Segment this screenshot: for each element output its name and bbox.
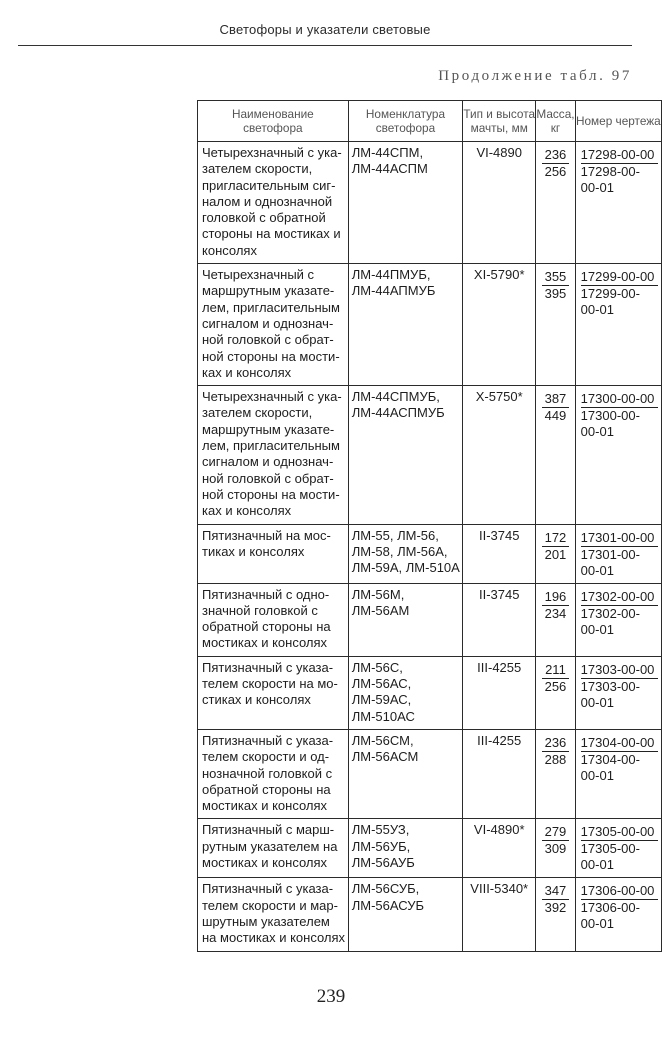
drawing-number-cell (575, 656, 661, 729)
drawing-number-fraction: 17305-00-00 17305-00-00-01 (576, 822, 661, 873)
signal-name-cell (198, 656, 349, 729)
mass-fraction: 387 449 (536, 389, 574, 424)
signal-name-cell (198, 264, 349, 386)
table-row (198, 656, 662, 729)
drawing-number-cell (575, 878, 661, 951)
mass-cell (536, 524, 575, 583)
drawing-number-fraction: 17302-00-00 17302-00-00-01 (576, 587, 661, 638)
mass-cell (536, 878, 575, 951)
nomenclature: ЛМ-55, ЛМ-56, ЛМ-58, ЛМ-56А, ЛМ-59А, ЛМ-510А (351, 527, 460, 576)
nomenclature-cell (348, 656, 462, 729)
drawing-number-fraction: 17303-00-00 17303-00-00-01 (576, 660, 661, 711)
nomenclature-cell (348, 386, 462, 524)
drawing-number-fraction: 17298-00-00 17298-00-00-01 (576, 145, 661, 196)
nomenclature: ЛМ-56СУБ, ЛМ-56АСУБ (351, 881, 425, 913)
header-rule (18, 45, 632, 46)
table-row (198, 729, 662, 818)
nomenclature: ЛМ-56СМ, ЛМ-56АСМ (351, 732, 419, 765)
drawing-number-cell (575, 729, 661, 818)
header-drawing (575, 101, 661, 142)
mass-fraction: 211 256 (536, 660, 574, 695)
header-type (463, 101, 536, 142)
table-row (198, 264, 662, 386)
signal-name: Четырехзначный с ука- зателем скорости, маршрутным указате- лем, пригласительным сигналом и однознач- ной головкой с обрат- ной стороны на мости- ках и консолях (202, 389, 342, 519)
signal-name: Пятизначный с одно- значной головкой с обратной стороны на мостиках и консолях (202, 586, 331, 651)
mast-type-cell: II-3745 (463, 524, 536, 583)
mass-fraction: 172 201 (536, 528, 574, 563)
signal-name-cell (198, 583, 349, 656)
mast-type-cell: VI-4890 (463, 142, 536, 264)
header-drawing-lines: Номер чертежа (575, 114, 661, 128)
table-body (198, 142, 662, 952)
drawing-number-fraction: 17299-00-00 17299-00-00-01 (576, 267, 661, 318)
nomenclature-cell (348, 264, 462, 386)
nomenclature-cell (348, 878, 462, 951)
nomenclature-cell (348, 142, 462, 264)
header-row (198, 101, 662, 142)
nomenclature-cell (348, 524, 462, 583)
mass-cell (536, 142, 575, 264)
signal-name: Пятизначный с указа- телем скорости и од- нозначной головкой с обратной стороны на мостиках и консолях (202, 732, 334, 814)
mass-fraction: 236 288 (536, 733, 574, 768)
header-mass (536, 101, 575, 142)
table-header (198, 101, 662, 142)
mast-type-cell: II-3745 (463, 583, 536, 656)
mass-fraction: 196 234 (536, 587, 574, 622)
nomenclature: ЛМ-55УЗ, ЛМ-56УБ, ЛМ-56АУБ (351, 822, 415, 870)
table-row (198, 142, 662, 264)
signal-name-cell (198, 819, 349, 878)
drawing-number-cell (575, 142, 661, 264)
page-number: 239 (316, 986, 346, 1007)
nomenclature: ЛМ-44ПМУБ, ЛМ-44АПМУБ (351, 267, 436, 299)
nomenclature: ЛМ-44СПМУБ, ЛМ-44АСПМУБ (351, 389, 445, 421)
table-row (198, 878, 662, 951)
running-head: Светофоры и указатели световые (219, 22, 431, 37)
drawing-number-fraction: 17300-00-00 17300-00-00-01 (576, 389, 661, 440)
mast-type-cell: X-5750* (463, 386, 536, 524)
drawing-number-cell (575, 819, 661, 878)
mass-fraction: 279 309 (536, 822, 574, 857)
mass-cell (536, 729, 575, 818)
header-type-lines: Тип и высота мачты, мм (463, 107, 536, 135)
table-row (198, 524, 662, 583)
mast-type-cell: XI-5790* (463, 264, 536, 386)
mass-cell (536, 656, 575, 729)
table-row (198, 583, 662, 656)
mass-fraction: 236 256 (536, 145, 574, 180)
signal-name-cell (198, 729, 349, 818)
drawing-number-cell (575, 524, 661, 583)
signal-name: Пятизначный с указа- телем скорости и мар- шрутным указателем на мостиках и консолях (202, 881, 346, 946)
mass-cell (536, 583, 575, 656)
signal-name-cell (198, 878, 349, 951)
nomenclature-cell (348, 819, 462, 878)
drawing-number-cell (575, 386, 661, 524)
signal-name: Четырехзначный с ука- зателем скорости, пригласительным сиг- налом и однозначной головкой с обратной стороны на мостиках и консолях (202, 145, 342, 258)
signal-name: Пятизначный с указа- телем скорости на мо- стиках и консолях (202, 659, 338, 708)
nomenclature-cell (348, 583, 462, 656)
drawing-number-fraction: 17304-00-00 17304-00-00-01 (576, 733, 661, 784)
signal-name: Пятизначный с марш- рутным указателем на мостиках и консолях (202, 822, 338, 870)
mass-cell (536, 386, 575, 524)
mass-fraction: 347 392 (536, 881, 574, 916)
header-name (198, 101, 349, 142)
mass-cell (536, 819, 575, 878)
signal-name-cell (198, 524, 349, 583)
header-name-lines: Наименование светофора (231, 107, 314, 135)
mast-type-cell: III-4255 (463, 656, 536, 729)
mast-type-cell: VIII-5340* (463, 878, 536, 951)
signal-name: Пятизначный на мос- тиках и консолях (202, 527, 331, 559)
nomenclature-cell (348, 729, 462, 818)
mast-type-cell: VI-4890* (463, 819, 536, 878)
drawing-number-cell (575, 264, 661, 386)
signal-table (197, 100, 662, 952)
table-continuation-label: Продолжение табл. 97 (438, 68, 632, 84)
nomenclature: ЛМ-56С, ЛМ-56АС, ЛМ-59АС, ЛМ-510АС (351, 659, 415, 724)
header-nomenclature (348, 101, 462, 142)
header-mass-lines: Масса, кг (536, 107, 575, 135)
drawing-number-cell (575, 583, 661, 656)
signal-name: Четырехзначный с маршрутным указате- лем, пригласительным сигналом и однознач- ной головкой с обрат- ной стороны на мости- ках и консолях (202, 267, 340, 380)
mass-fraction: 355 395 (536, 267, 574, 302)
header-nomenclature-lines: Номенклатура светофора (365, 107, 446, 135)
drawing-number-fraction: 17306-00-00 17306-00-00-01 (576, 881, 661, 932)
signal-name-cell (198, 386, 349, 524)
nomenclature: ЛМ-56М, ЛМ-56АМ (351, 586, 410, 618)
drawing-number-fraction: 17301-00-00 17301-00-00-01 (576, 528, 661, 579)
table-row (198, 386, 662, 524)
nomenclature: ЛМ-44СПМ, ЛМ-44АСПМ (351, 145, 428, 177)
mass-cell (536, 264, 575, 386)
table-row (198, 819, 662, 878)
mast-type-cell: III-4255 (463, 729, 536, 818)
signal-name-cell (198, 142, 349, 264)
